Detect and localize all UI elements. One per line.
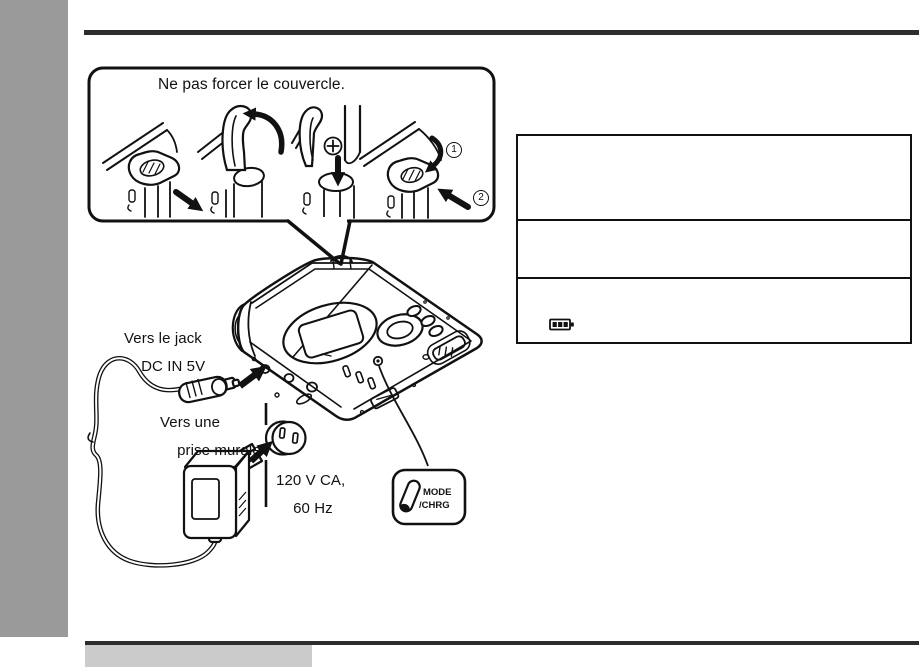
- mode-chrg-text-line1: MODE: [423, 487, 452, 498]
- wall-outlet-label: [160, 416, 261, 458]
- info-table: [516, 134, 912, 344]
- table-row: [518, 219, 910, 277]
- power-rating-label: [276, 474, 345, 516]
- dc-jack-label-line2: DC IN 5V: [141, 358, 206, 375]
- battery-icon: [549, 318, 575, 331]
- table-row: [518, 136, 910, 219]
- adapter-label-window: [192, 479, 219, 519]
- mode-chrg-text-line2: /CHRG: [419, 500, 450, 511]
- power-rating-line2: 60 Hz: [293, 500, 333, 517]
- dc-jack-label: [124, 332, 205, 374]
- device-illustration: [233, 256, 482, 420]
- step-1-badge: 1: [446, 142, 462, 158]
- table-row: [518, 277, 910, 342]
- phillips-screw-icon: [325, 138, 342, 155]
- power-rating-line1: 120 V CA,: [276, 472, 346, 489]
- callout-tail: [288, 217, 350, 264]
- instruction-caption: Ne pas forcer le couvercle.: [158, 76, 346, 93]
- dc-plug-illustration: [177, 375, 239, 404]
- wall-outlet-label-line1: Vers une: [160, 414, 221, 431]
- dc-plug-arrow: [240, 374, 256, 386]
- step-2-badge: 2: [473, 190, 489, 206]
- dc-jack-label-line1: Vers le jack: [124, 330, 202, 347]
- wall-outlet-label-line2: prise murale: [177, 442, 261, 459]
